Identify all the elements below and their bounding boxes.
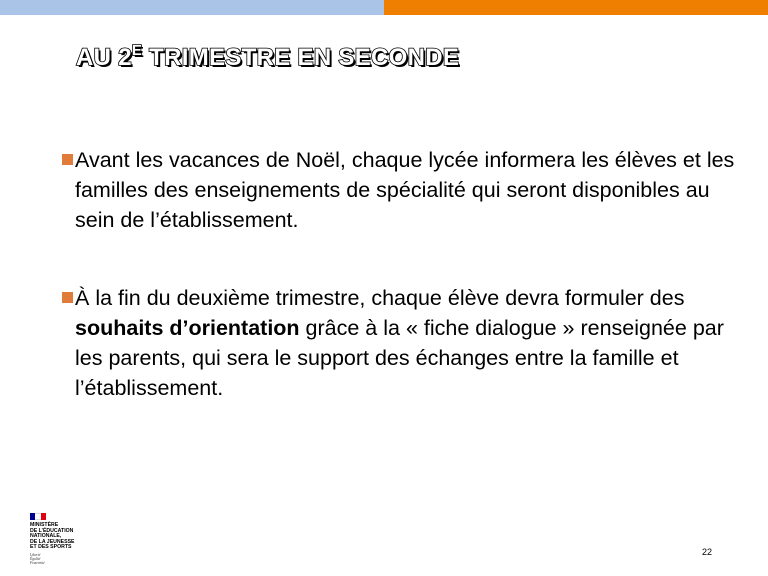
bullet-text-2 bbox=[75, 283, 742, 403]
republic-motto bbox=[30, 553, 100, 565]
bullet-text-2-end: grâce à la « fiche dialogue » renseignée par les parents, qui sera le support des échanges entre la famille et l’établissement. bbox=[75, 316, 724, 400]
ministry-line: NATIONALE, bbox=[30, 533, 62, 540]
page-number: 22 bbox=[702, 547, 713, 557]
top-banner bbox=[0, 0, 768, 15]
ministry-line: ET DES SPORTS bbox=[30, 544, 72, 551]
bullet-text-1: Avant les vacances de Noël, chaque lycée informera les élèves et les familles des enseignements de spécialité qui seront disponibles au sein de l’établissement. bbox=[75, 148, 735, 232]
bullet-text-2-bold: souhaits d’orientation bbox=[75, 316, 300, 340]
french-flag-icon bbox=[30, 513, 46, 520]
slide-title bbox=[76, 44, 459, 72]
ministry-line: DE L’ÉDUCATION bbox=[30, 527, 74, 534]
motto-line: Égalité bbox=[30, 556, 41, 561]
bullet-item-2 bbox=[62, 283, 742, 403]
title-part-1: AU 2 bbox=[76, 44, 132, 71]
top-banner-blue bbox=[0, 0, 384, 15]
title-part-2: TRIMESTRE EN SECONDE bbox=[142, 44, 460, 71]
bullet-text-2-start: À la fin du deuxième trimestre, chaque élève devra formuler des bbox=[75, 286, 685, 310]
ministry-name bbox=[30, 523, 100, 551]
motto-line: Liberté bbox=[30, 552, 41, 557]
square-bullet-icon bbox=[62, 154, 73, 165]
ministry-line: MINISTÈRE bbox=[30, 522, 59, 528]
title-superscript: E bbox=[131, 42, 143, 59]
ministry-logo bbox=[30, 513, 100, 565]
top-banner-orange bbox=[384, 0, 768, 15]
motto-line: Fraternité bbox=[30, 560, 45, 565]
bullet-item-1 bbox=[62, 145, 742, 235]
ministry-line: DE LA JEUNESSE bbox=[30, 538, 75, 545]
square-bullet-icon bbox=[62, 292, 73, 303]
